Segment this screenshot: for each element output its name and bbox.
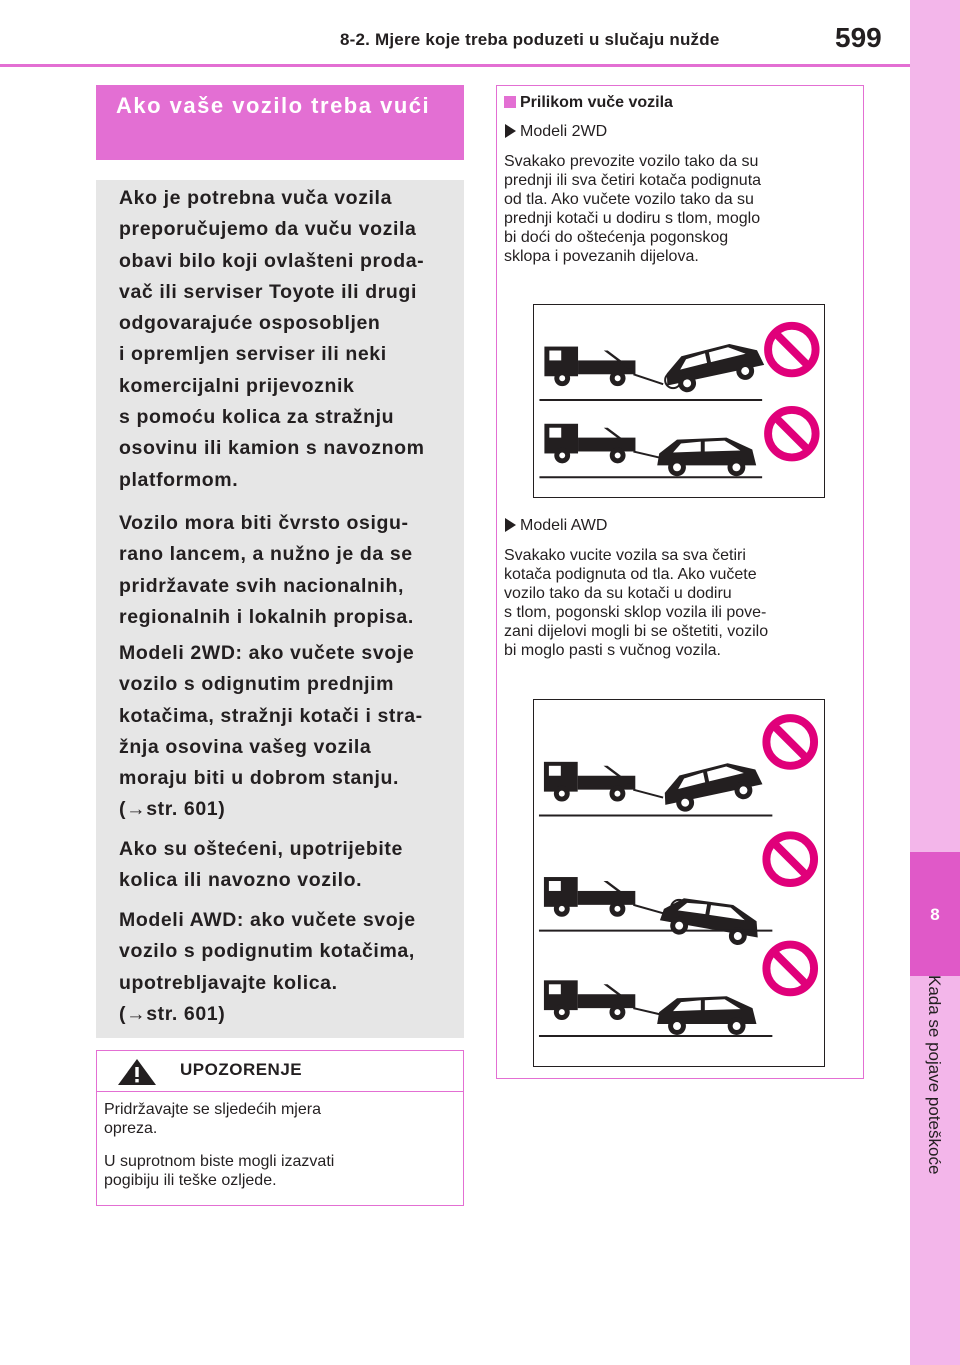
model-2wd-label: Modeli 2WD	[520, 123, 608, 140]
triangle-bullet-icon	[505, 124, 516, 138]
info-paragraph: Modeli 2WD: ako vučete svoje vozilo s odignutim prednjim kotačima, stražnji kotači i stra- žnja osovina vašeg vozila moraju biti u dobrom stanju. (→str. 601)	[119, 642, 423, 821]
header-rule	[0, 64, 910, 67]
running-header: 8-2. Mjere koje treba poduzeti u slučaju nužde	[340, 30, 720, 49]
info-paragraph: Vozilo mora biti čvrsto osigu- rano lancem, a nužno je da se pridržavate svih nacionalnih, regionalnih i lokalnih propisa.	[119, 512, 414, 628]
square-bullet-icon	[504, 96, 516, 108]
model-2wd-text: Svakako prevozite vozilo tako da su prednji ili sva četiri kotača podignuta od tla. Ako vučete vozilo tako da su prednji kotači u dodiru s tlom, moglo bi doći do oštećenja pogonskog sklopa i povezanih dijelova.	[504, 153, 762, 265]
page-number: 599	[835, 22, 882, 53]
triangle-bullet-icon	[505, 518, 516, 532]
warning-triangle-icon	[116, 1057, 158, 1087]
model-awd-label: Modeli AWD	[520, 517, 608, 534]
chapter-title: Kada se pojave poteškoće	[925, 975, 944, 1175]
info-paragraph: Ako je potrebna vuča vozila preporučujemo da vuču vozila obavi bilo koji ovlašteni proda- vač ili serviser Toyote ili drugi odgovarajuće osposobljen i opremljen serviser ili neki komercijalni prijevoznik s pomoću kolica za stražnju osovinu ili kamion s navoznom platformom.	[119, 187, 425, 491]
chapter-number: 8	[930, 905, 940, 924]
warning-text: Pridržavajte se sljedećih mjera opreza.	[104, 1101, 321, 1137]
section-title: Ako vaše vozilo treba vući	[116, 93, 431, 118]
model-awd-text: Svakako vucite vozila sa sva četiri kotača podignuta od tla. Ako vučete vozilo tako da su kotači u dodiru s tlom, pogonski sklop vozila ili pove- zani dijelovi mogli bi se oštetiti, vozilo bi moglo pasti s vučnog vozila.	[504, 547, 769, 659]
info-paragraph: Modeli AWD: ako vučete svoje vozilo s podignutim kotačima, upotrebljavajte kolica. (→str. 601)	[119, 909, 416, 1025]
info-paragraph: Ako su oštećeni, upotrijebite kolica ili navozno vozilo.	[119, 838, 403, 892]
towing-heading: Prilikom vuče vozila	[520, 94, 673, 111]
warning-title: UPOZORENJE	[180, 1060, 303, 1079]
towing-2wd-illustration	[533, 304, 825, 498]
warning-text: U suprotnom biste mogli izazvati pogibiju ili teške ozljede.	[104, 1153, 335, 1189]
towing-awd-illustration	[533, 699, 825, 1067]
